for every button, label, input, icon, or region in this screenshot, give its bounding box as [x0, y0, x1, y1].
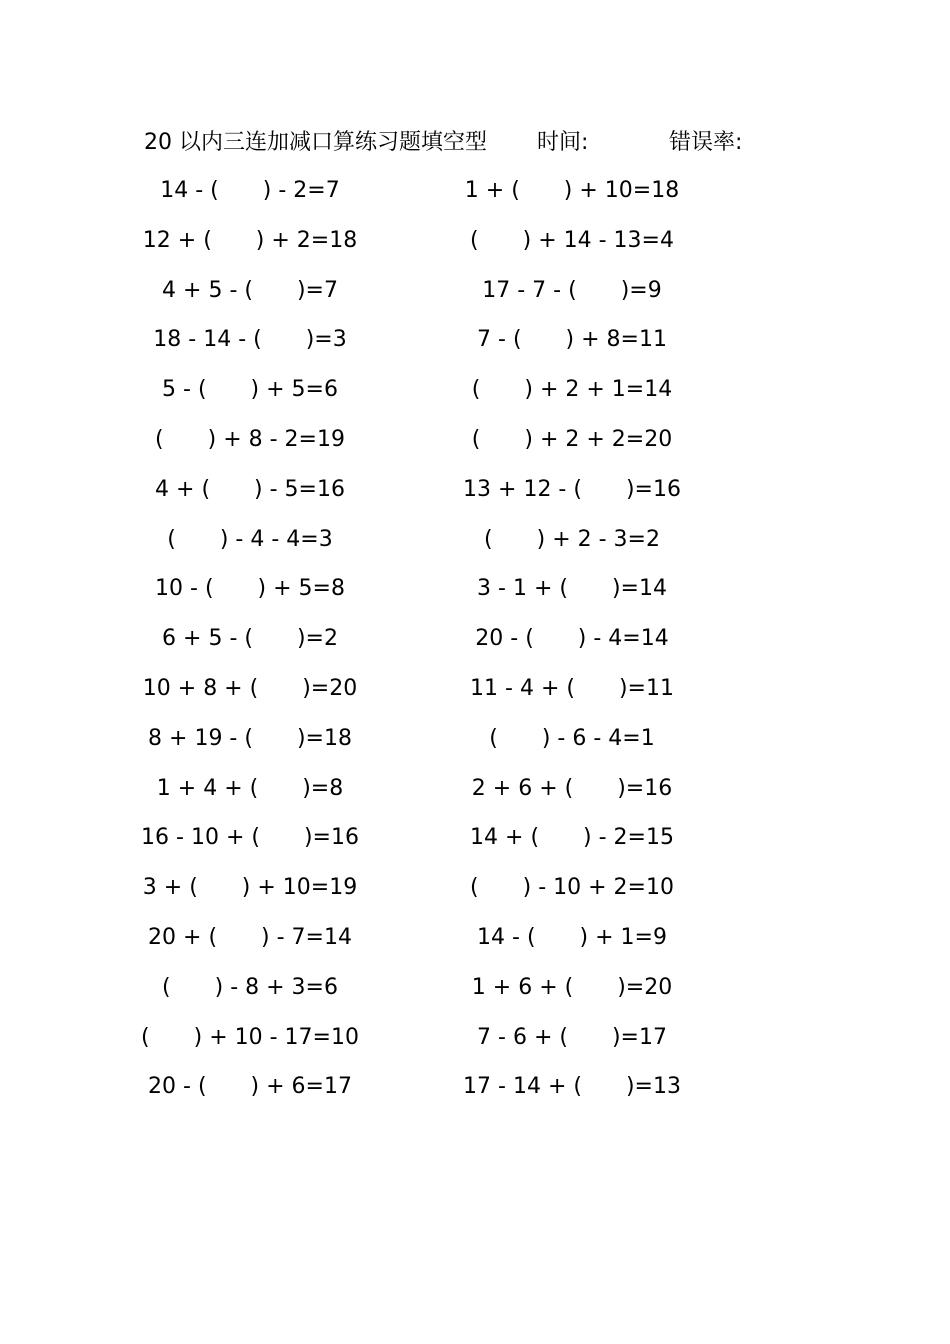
problem-left: 8 + 19 - ( )=18 [148, 725, 352, 751]
problem-right: ( ) - 10 + 2=10 [470, 875, 674, 901]
problem-right: ( ) + 2 - 3=2 [484, 526, 660, 552]
problem-left: 14 - ( ) - 2=7 [160, 178, 340, 203]
problem-left: ( ) - 4 - 4=3 [167, 526, 333, 552]
worksheet-title: 20 以内三连加减口算练习题填空型 [144, 130, 487, 155]
problem-left: 20 + ( ) - 7=14 [148, 924, 352, 950]
problem-right: 17 - 14 + ( )=13 [463, 1074, 681, 1100]
problem-row [0, 323, 950, 373]
problem-right: 1 + ( ) + 10=18 [464, 178, 680, 203]
problem-row [0, 523, 950, 573]
problem-list [0, 174, 950, 1120]
problem-row [0, 373, 950, 423]
problem-left: 6 + 5 - ( )=2 [162, 626, 338, 652]
problem-right: 14 + ( ) - 2=15 [470, 825, 674, 851]
problem-left: 3 + ( ) + 10=19 [142, 875, 358, 901]
problem-left: 4 + ( ) - 5=16 [155, 476, 345, 502]
problem-left: 18 - 14 - ( )=3 [153, 327, 347, 353]
problem-right: 7 - 6 + ( )=17 [477, 1024, 667, 1050]
problem-row [0, 473, 950, 523]
problem-right: 1 + 6 + ( )=20 [471, 974, 673, 1000]
problem-left: 1 + 4 + ( )=8 [156, 775, 344, 801]
problem-row [0, 722, 950, 772]
time-label: 时间: [537, 130, 589, 155]
problem-right: ( ) + 2 + 2=20 [471, 426, 673, 452]
problem-row [0, 772, 950, 822]
problem-right: ( ) + 14 - 13=4 [470, 227, 674, 253]
problem-row [0, 971, 950, 1021]
problem-right: ( ) - 6 - 4=1 [489, 725, 655, 751]
problem-right: 7 - ( ) + 8=11 [477, 327, 667, 353]
problem-row [0, 871, 950, 921]
problem-right: 2 + 6 + ( )=16 [471, 775, 673, 801]
problem-row [0, 224, 950, 274]
problem-row [0, 1021, 950, 1071]
problem-row [0, 622, 950, 672]
problem-right: ( ) + 2 + 1=14 [471, 377, 673, 403]
problem-row [0, 821, 950, 871]
problem-left: 10 + 8 + ( )=20 [142, 675, 358, 701]
error-rate-label: 错误率: [669, 130, 743, 155]
problem-left: ( ) + 10 - 17=10 [141, 1024, 359, 1050]
problem-right: 3 - 1 + ( )=14 [477, 576, 667, 602]
problem-right: 11 - 4 + ( )=11 [470, 675, 674, 701]
problem-row [0, 1070, 950, 1120]
problem-left: 20 - ( ) + 6=17 [148, 1074, 352, 1100]
problem-left: 5 - ( ) + 5=6 [162, 377, 338, 403]
worksheet-header [144, 126, 864, 160]
problem-right: 13 + 12 - ( )=16 [463, 476, 681, 502]
problem-row [0, 174, 950, 224]
problem-row [0, 921, 950, 971]
problem-right: 20 - ( ) - 4=14 [475, 626, 669, 652]
problem-left: 12 + ( ) + 2=18 [142, 227, 358, 253]
problem-row [0, 572, 950, 622]
problem-row [0, 274, 950, 324]
problem-left: 10 - ( ) + 5=8 [155, 576, 345, 602]
problem-right: 14 - ( ) + 1=9 [477, 924, 667, 950]
problem-left: ( ) - 8 + 3=6 [162, 974, 338, 1000]
problem-row [0, 423, 950, 473]
problem-left: 4 + 5 - ( )=7 [162, 277, 338, 303]
problem-left: 16 - 10 + ( )=16 [141, 825, 359, 851]
problem-right: 17 - 7 - ( )=9 [482, 277, 662, 303]
problem-left: ( ) + 8 - 2=19 [155, 426, 345, 452]
problem-row [0, 672, 950, 722]
